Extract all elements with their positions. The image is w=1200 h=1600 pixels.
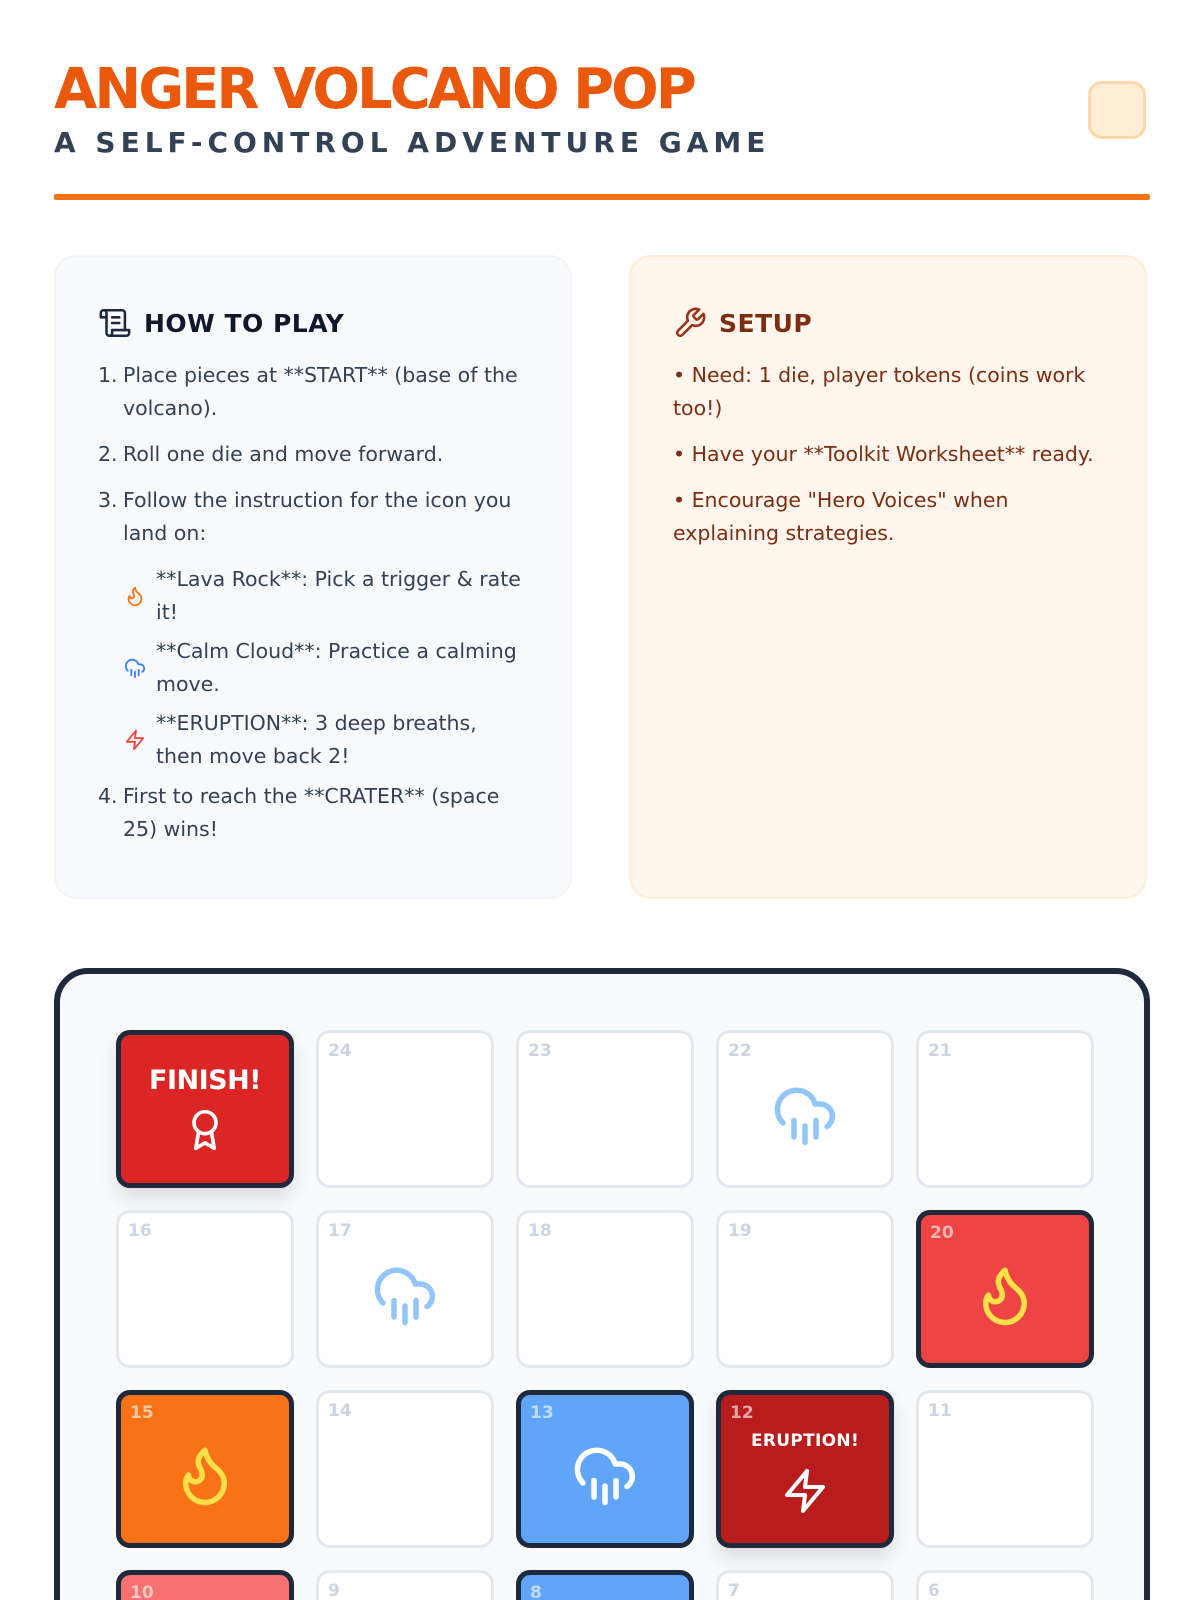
page-header bbox=[54, 55, 1150, 205]
board-tile bbox=[516, 1030, 694, 1188]
icon-rule-item bbox=[124, 707, 528, 773]
scroll-icon bbox=[98, 306, 132, 340]
cloud-rain-icon bbox=[372, 1262, 438, 1328]
cloud-rain-icon bbox=[572, 1442, 638, 1508]
tile-number: 23 bbox=[528, 1041, 552, 1061]
step-text: Place pieces at **START** (base of the volcano). bbox=[123, 363, 518, 420]
board-tile bbox=[316, 1030, 494, 1188]
tile-number: 8 bbox=[530, 1583, 542, 1600]
setup-item: • Encourage "Hero Voices" when explaining strategies. bbox=[673, 488, 1009, 545]
step-item bbox=[98, 780, 528, 846]
tile-number: 19 bbox=[728, 1221, 752, 1241]
icon-rule-item bbox=[124, 563, 528, 629]
cloud-rain-icon bbox=[772, 1082, 838, 1148]
header-divider bbox=[54, 194, 1150, 200]
step-number: 1. bbox=[98, 363, 118, 387]
board-tile bbox=[516, 1570, 694, 1600]
board-tile bbox=[716, 1570, 894, 1600]
step-text: Roll one die and move forward. bbox=[123, 442, 444, 466]
tile-number: 14 bbox=[328, 1401, 352, 1421]
step-number: 2. bbox=[98, 442, 118, 466]
flame-icon bbox=[124, 585, 146, 607]
tile-number: 13 bbox=[530, 1403, 554, 1423]
award-icon bbox=[183, 1108, 227, 1152]
tile-number: 18 bbox=[528, 1221, 552, 1241]
board-tile bbox=[116, 1570, 294, 1600]
how-to-play-title: HOW TO PLAY bbox=[144, 308, 345, 338]
flame-icon bbox=[972, 1262, 1038, 1328]
step-item bbox=[98, 438, 528, 471]
step-item bbox=[98, 484, 528, 550]
header-badge bbox=[1088, 81, 1146, 139]
setup-list bbox=[673, 359, 1103, 550]
tile-number: 24 bbox=[328, 1041, 352, 1061]
tile-number: 15 bbox=[130, 1403, 154, 1423]
setup-card bbox=[629, 255, 1147, 899]
icon-rule-list bbox=[124, 563, 528, 773]
setup-item: • Need: 1 die, player tokens (coins work too!) bbox=[673, 363, 1086, 420]
step-text: First to reach the **CRATER** (space 25) wins! bbox=[123, 784, 500, 841]
lightning-icon bbox=[124, 729, 146, 751]
finish-tile bbox=[116, 1030, 294, 1188]
tile-number: 9 bbox=[328, 1581, 340, 1600]
flame-icon bbox=[172, 1442, 238, 1508]
board-tile bbox=[916, 1570, 1094, 1600]
board-tile bbox=[716, 1030, 894, 1188]
board-tile bbox=[116, 1210, 294, 1368]
tile-number: 7 bbox=[728, 1581, 740, 1600]
page-subtitle: A SELF-CONTROL ADVENTURE GAME bbox=[54, 126, 771, 159]
tile-number: 21 bbox=[928, 1041, 952, 1061]
tile-number: 11 bbox=[928, 1401, 952, 1421]
tile-number: 22 bbox=[728, 1041, 752, 1061]
how-to-play-header bbox=[98, 301, 528, 345]
step-number: 4. bbox=[98, 784, 118, 808]
setup-title: SETUP bbox=[719, 308, 813, 338]
board-tile bbox=[716, 1210, 894, 1368]
finish-label: FINISH! bbox=[149, 1065, 261, 1096]
eruption-label: ERUPTION! bbox=[750, 1431, 860, 1451]
board-tile bbox=[516, 1390, 694, 1548]
game-board bbox=[54, 968, 1150, 1600]
tile-number: 16 bbox=[128, 1221, 152, 1241]
board-tile bbox=[916, 1210, 1094, 1368]
eruption-tile bbox=[716, 1390, 894, 1548]
board-tile bbox=[316, 1210, 494, 1368]
board-tile bbox=[916, 1030, 1094, 1188]
step-number: 3. bbox=[98, 488, 118, 512]
board-tile bbox=[316, 1390, 494, 1548]
tile-number: 20 bbox=[930, 1223, 954, 1243]
board-tile bbox=[316, 1570, 494, 1600]
icon-rules bbox=[98, 563, 528, 773]
page-title: ANGER VOLCANO POP bbox=[54, 57, 694, 122]
icon-rule-text: **ERUPTION**: 3 deep breaths, then move back 2! bbox=[156, 711, 477, 768]
setup-header bbox=[673, 301, 1103, 345]
tile-number: 12 bbox=[730, 1403, 754, 1423]
cloud-rain-icon bbox=[124, 657, 146, 679]
how-to-play-steps bbox=[98, 359, 528, 846]
how-to-play-card bbox=[54, 255, 572, 899]
wrench-icon bbox=[673, 306, 707, 340]
tile-number: 10 bbox=[130, 1583, 154, 1600]
lightning-icon bbox=[781, 1467, 829, 1515]
setup-item: • Have your **Toolkit Worksheet** ready. bbox=[673, 442, 1094, 466]
icon-rule-item bbox=[124, 635, 528, 701]
icon-rule-text: **Lava Rock**: Pick a trigger & rate it! bbox=[156, 567, 521, 624]
icon-rule-text: **Calm Cloud**: Practice a calming move. bbox=[156, 639, 517, 696]
board-tile bbox=[516, 1210, 694, 1368]
board-tile bbox=[116, 1390, 294, 1548]
step-item bbox=[98, 359, 528, 425]
tile-number: 17 bbox=[328, 1221, 352, 1241]
board-tile bbox=[916, 1390, 1094, 1548]
step-text: Follow the instruction for the icon you land on: bbox=[123, 488, 512, 545]
tile-number: 6 bbox=[928, 1581, 940, 1600]
